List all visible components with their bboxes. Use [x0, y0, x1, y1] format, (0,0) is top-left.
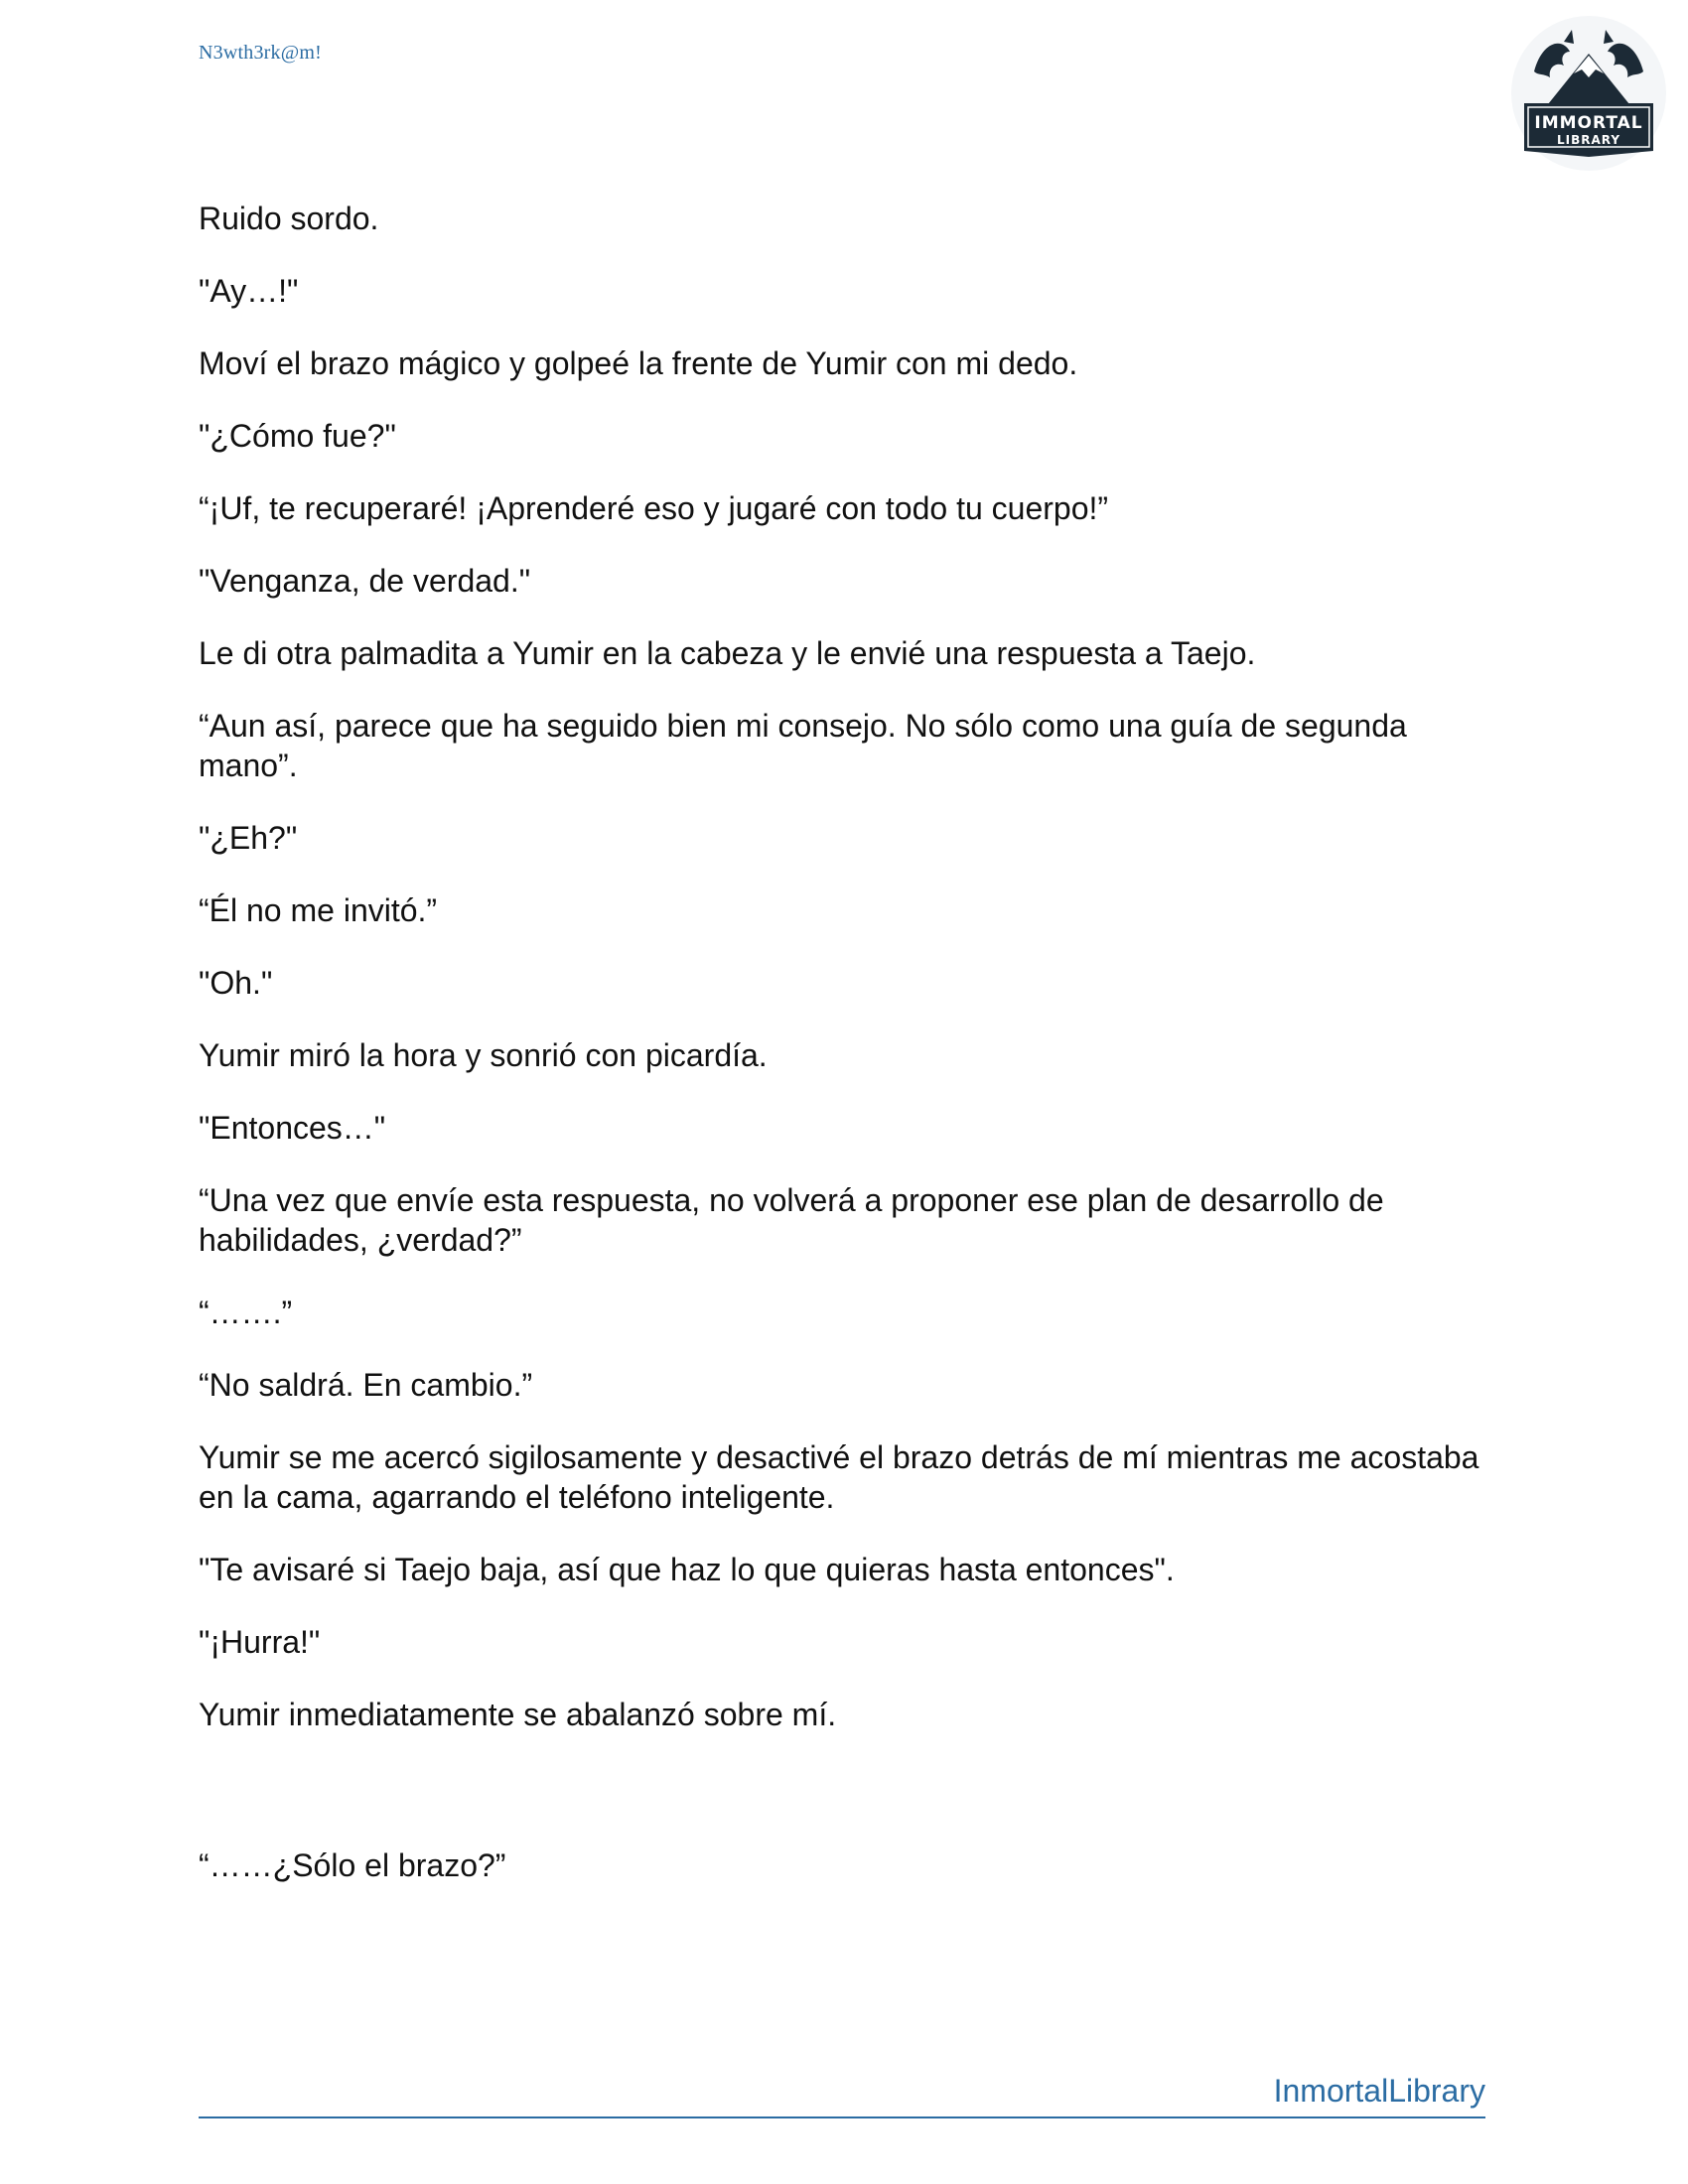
paragraph: Ruido sordo. — [199, 201, 379, 236]
paragraph: "Entonces…" — [199, 1110, 386, 1146]
logo-line-1: IMMORTAL — [1534, 113, 1643, 133]
paragraph: “…….” — [199, 1295, 293, 1330]
paragraph: “Aun así, parece que ha seguido bien mi consejo. No sólo como una guía de segunda mano”. — [199, 708, 1407, 783]
paragraph: “……¿Sólo el brazo?” — [199, 1847, 506, 1883]
paragraph: Yumir miró la hora y sonrió con picardía. — [199, 1037, 768, 1073]
footer-library-link[interactable]: InmortalLibrary — [1273, 2073, 1485, 2109]
paragraph: Moví el brazo mágico y golpeé la frente de Yumir con mi dedo. — [199, 345, 1078, 381]
paragraph: “Él no me invitó.” — [199, 892, 438, 928]
paragraph: Le di otra palmadita a Yumir en la cabeza y le envié una respuesta a Taejo. — [199, 635, 1256, 671]
paragraph: “¡Uf, te recuperaré! ¡Aprenderé eso y jugaré con todo tu cuerpo!” — [199, 490, 1109, 526]
header-watermark: N3wth3rk@m! — [199, 42, 322, 64]
paragraph: "Venganza, de verdad." — [199, 563, 531, 599]
paragraph: “No saldrá. En cambio.” — [199, 1367, 533, 1403]
paragraph: "Te avisaré si Taejo baja, así que haz lo que quieras hasta entonces". — [199, 1552, 1175, 1587]
paragraph: "Ay…!" — [199, 273, 299, 309]
paragraph: "¡Hurra!" — [199, 1624, 321, 1660]
paragraph: Yumir se me acercó sigilosamente y desactivé el brazo detrás de mí mientras me acostaba en la cama, agarrando el teléfono inteligente. — [199, 1439, 1479, 1515]
immortal-library-logo — [1504, 12, 1673, 176]
footer-rule — [199, 2071, 1485, 2118]
paragraph: "¿Cómo fue?" — [199, 418, 396, 454]
paragraph: "¿Eh?" — [199, 820, 298, 856]
logo-line-2: LIBRARY — [1556, 133, 1621, 147]
paragraph: "Oh." — [199, 965, 273, 1001]
dragon-mountain-emblem-icon — [1504, 12, 1673, 176]
paragraph: “Una vez que envíe esta respuesta, no volverá a proponer ese plan de desarrollo de habilidades, ¿verdad?” — [199, 1182, 1384, 1258]
document-body — [199, 199, 1489, 1918]
paragraph: Yumir inmediatamente se abalanzó sobre mí. — [199, 1697, 837, 1732]
